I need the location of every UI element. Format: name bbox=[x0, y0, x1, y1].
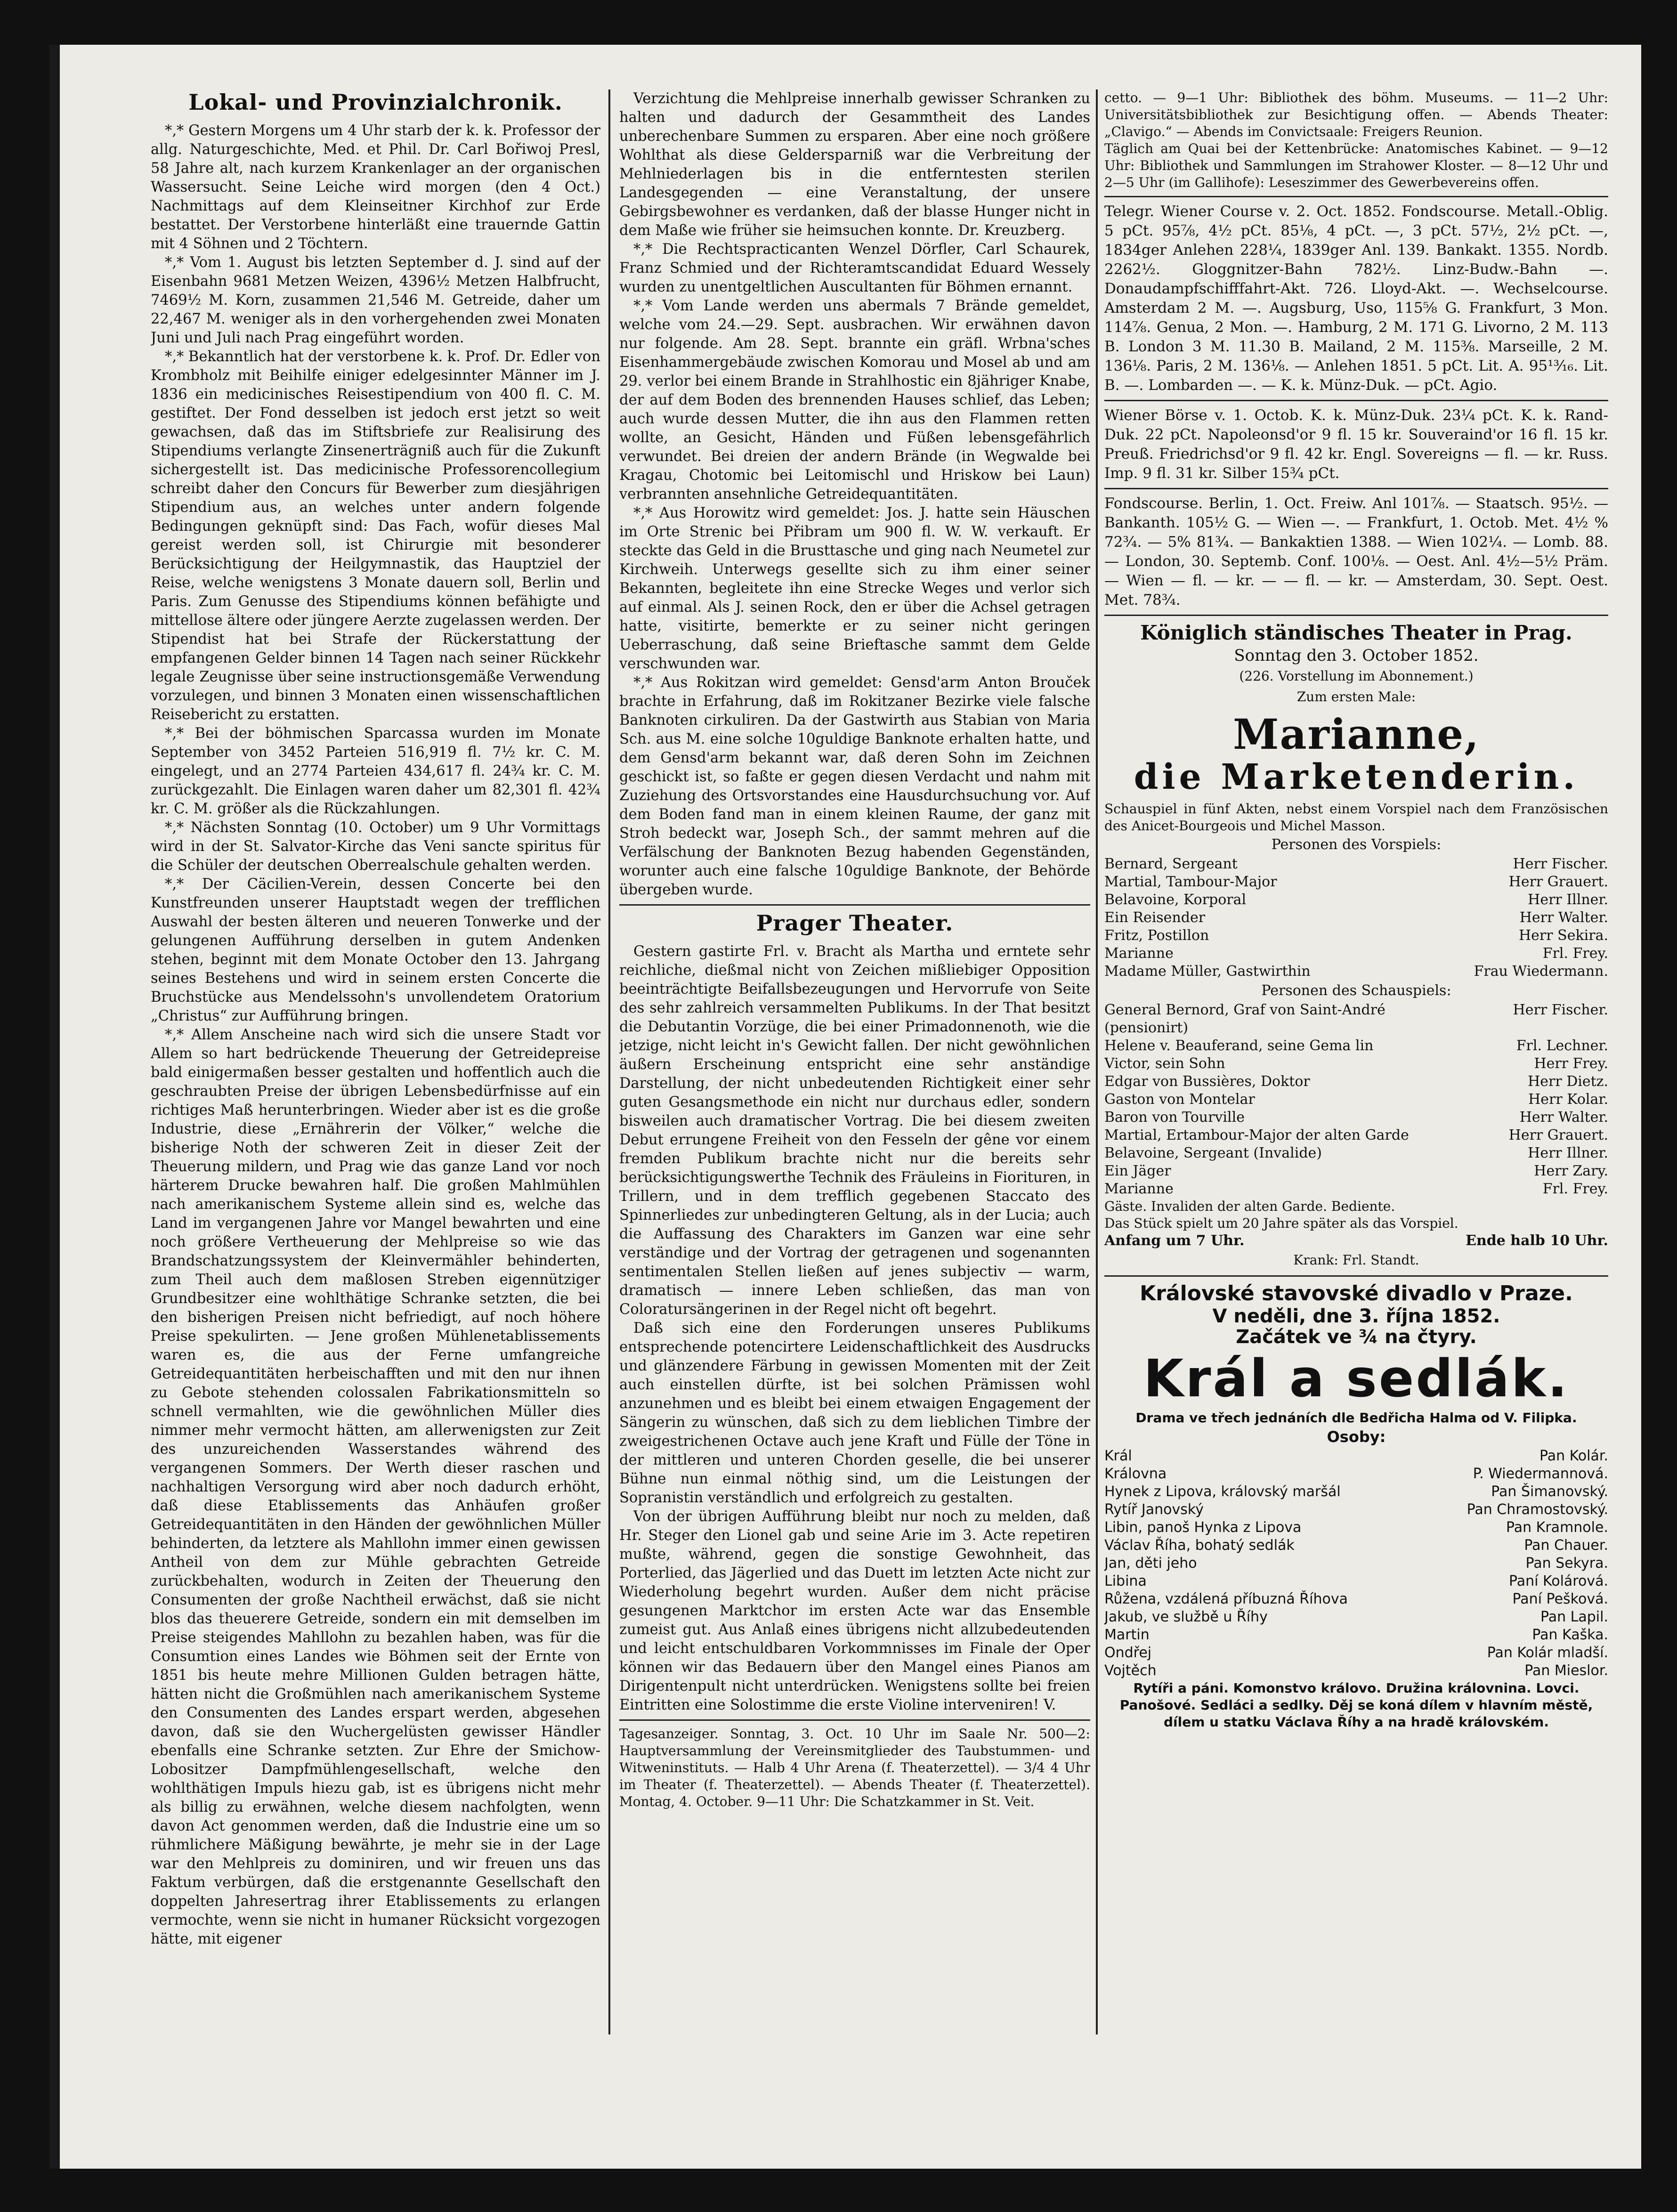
cast-role: Libin, panoš Hynka z Lipova bbox=[1104, 1519, 1302, 1536]
cast-role: Gaston von Montelar bbox=[1104, 1091, 1255, 1108]
cast-actor: Pan Kaška. bbox=[1532, 1627, 1608, 1643]
cast-row bbox=[1104, 1055, 1608, 1073]
article-paragraph: *‚* Nächsten Sonntag (10. October) um 9 Uhr Vormittags wird in der St. Salvator-Kirche das Veni sancte spiritus für die Schüler der deutschen Oberrealschule gehalten werden. bbox=[151, 819, 600, 874]
column-rule-1 bbox=[608, 89, 610, 2034]
theater-date: Sonntag den 3. October 1852. bbox=[1234, 646, 1479, 665]
cast-role: Fritz, Postillon bbox=[1104, 927, 1209, 944]
article-paragraph: *‚* Der Cäcilien-Verein, dessen Concerte bei den Kunstfreunden unserer Hauptstadt wegen der trefflichen Auswahl der besten älteren und neueren Tonwerke und der gelungenen Aufführung derselben in gutem Andenken stehen, beginnt mit dem Monate October den 13. Jahrgang seines Bestehens und wird in seinem ersten Concerte die Bruchstücke aus Mendelssohn's unvollendetem Oratorium „Christus“ zur Aufführung bringen. bbox=[151, 876, 600, 1024]
cast-role: Baron von Tourville bbox=[1104, 1109, 1245, 1126]
cast-role: Belavoine, Korporal bbox=[1104, 891, 1247, 908]
cast-role: Victor, sein Sohn bbox=[1104, 1055, 1225, 1072]
cast-role: Martin bbox=[1104, 1627, 1150, 1643]
cast-role: Vojtěch bbox=[1104, 1662, 1157, 1679]
cast-role: Madame Müller, Gastwirthin bbox=[1104, 963, 1311, 980]
cast-role: Martial, Ertambour-Major der alten Garde bbox=[1104, 1127, 1409, 1143]
cast-row bbox=[1104, 891, 1608, 909]
cast-actor: Pan Lapil. bbox=[1540, 1609, 1608, 1625]
cast-role: Ein Jäger bbox=[1104, 1163, 1171, 1179]
cast-role: Ondřej bbox=[1104, 1645, 1152, 1661]
cast-row bbox=[1104, 927, 1608, 945]
play-note: Das Stück spielt um 20 Jahre später als das Vorspiel. bbox=[1104, 1215, 1458, 1231]
divider bbox=[1104, 196, 1608, 197]
cast-actor: Pan Kramnole. bbox=[1506, 1519, 1608, 1536]
end-time: Ende halb 10 Uhr. bbox=[1466, 1232, 1608, 1249]
cast-row bbox=[1104, 1555, 1608, 1572]
article-paragraph: *‚* Aus Horowitz wird gemeldet: Jos. J. hatte sein Häuschen im Orte Strenic bei Přibram um 900 fl. W. W. verkauft. Er steckte das Geld in die Brusttasche und ging nach Neumetel zur Kirchweih. Unterwegs gesellte sich zu ihm einer seiner Bekannten, begleitete ihn eine Strecke Weges und verlor sich auf einmal. Als J. seinen Rock, den er über die Achsel getragen hatte, visitirte, bemerkte er zu seiner nicht geringen Ueberraschung, daß seine Brieftasche sammt dem Gelde verschwunden war. bbox=[619, 505, 1090, 672]
cast-actor: Paní Kolárová. bbox=[1509, 1573, 1608, 1589]
cast-actor: Herr Illner. bbox=[1528, 1145, 1608, 1161]
listing-paragraph: cetto. — 9—1 Uhr: Bibliothek des böhm. Museums. — 11—2 Uhr: Universitätsbibliothek zur Besichtigung offen. — Abends Theater: „Clavigo.“ — Abends im Convictsaale: Freigers Reunion. bbox=[1104, 90, 1608, 139]
cast-actor: Herr Frey. bbox=[1534, 1055, 1608, 1072]
cast-actor: Herr Walter. bbox=[1519, 1109, 1608, 1126]
cast-row bbox=[1104, 1037, 1608, 1055]
cast-row bbox=[1104, 1519, 1608, 1537]
cast-row bbox=[1104, 1465, 1608, 1483]
cast-actor: Herr Dietz. bbox=[1528, 1073, 1608, 1090]
cast-row bbox=[1104, 1537, 1608, 1555]
cast-actor: Pan Kolár. bbox=[1539, 1448, 1608, 1464]
article-paragraph: *‚* Vom 1. August bis letzten September d. J. sind auf der Eisenbahn 9681 Metzen Weizen, 4396½ Metzen Halbfrucht, 7469½ M. Korn, zusammen 21,546 M. Getreide, daher um 22,467 M. weniger als in den vorhergehenden zwei Monaten Juni und Juli nach Prag eingeführt worden. bbox=[151, 254, 600, 346]
cast-row bbox=[1104, 1091, 1608, 1109]
article-paragraph: *‚* Bei der böhmischen Sparcassa wurden im Monate September von 3452 Parteien 516,919 fl. 7½ kr. C. M. eingelegt, und an 2774 Parteien 434,617 fl. 24¾ kr. C. M. zurückgezahlt. Die Einlagen waren daher um 82,301 fl. 42¾ kr. C. M. größer als die Rückzahlungen. bbox=[151, 725, 600, 817]
play-subtitle: die Marketenderin. bbox=[1134, 757, 1579, 797]
cast-role: Hynek z Lipova, královský maršál bbox=[1104, 1483, 1341, 1500]
cast-row bbox=[1104, 1162, 1608, 1180]
article-paragraph: *‚* Allem Anscheine nach wird sich die unsere Stadt vor Allem so hart bedrückende Theuerung der Getreidepreise bald einigermaßen besser gestalten und hoffentlich auch die geschraubten Preise der übrigen Lebensbedürfnisse auf ein richtiges Maß herunterbringen. Wieder aber ist es die große Industrie, diese „Ernährerin der Völker,“ welche die bisherige Noth der schweren Zeit in dieser Zeit der Theuerung mildern, und Prag wie das ganze Land vor noch härterem Drucke bewahren half. Die großen Mahlmühlen nach amerikanischem Systeme allein sind es, welche das Land im vergangenen Jahre vor Mangel bewahrten und eine noch größere Vertheuerung der Mehlpreise so wie das Brandschatzungssystem der Kleinvermähler behinderten, zum Theil auch dem maßlosen Streben eigennütziger Grundbesitzer eine wohlthätige Schranke setzten, die bei den bisherigen Preisen nicht befriedigt, auf noch höhere Preise spekulirten. — Jene großen Mühlenetablissements waren es, die aus der Ferne umfangreiche Getreidequantitäten herbeischafften und mit den nur ihnen zu Gebote stehenden colossalen Fabrikationsmitteln so schnell vermahlten, wie die gewöhnlichen Müller dies nimmer mehr vermocht hätten, am allerwenigsten zur Zeit des unzureichenden Wasserstandes während des vergangenen Sommers. Der Werth dieser raschen und nachhaltigen Versorgung wird aber noch dadurch erhöht, daß diese Etablissements das Anhäufen großer Getreidequantitäten in den Händen der gewöhnlichen Müller behinderten, da letztere als Mahllohn immer einen gewissen Antheil von dem zur Mühle gebrachten Getreide zurückbehalten, wodurch in Zeiten der Theuerung den Consumenten der große Nachtheil erwächst, daß sie nicht blos das theuerere Getreide, sondern ein mit demselben im Preise steigendes Mahllohn zu bezahlen haben, was für die Consumtion eines Landes wie Böhmen seit der Ernte von 1851 bis heute mehre Millionen Gulden betragen hätte, hätten nicht die Großmühlen nach amerikanischem Systeme den Consumenten des Landes erspart werden, abgesehen davon, daß sie den Wuchergelüsten gewisser Händler ebenfalls eine Schranke setzten. Zur Ehre der Smichow-Lobositzer Dampfmühlengesellschaft, welche den wohlthätigen Impuls hiezu gab, ist es übrigens nicht mehr als billig zu erwähnen, welche diesem nachfolgten, wenn davon Act genommen werden, daß die Industrie eine um so rühmlichere Mäßigung bewährte, je mehr sie in der Lage war den Mehlpreis zu dominiren, und wir freuen uns das Faktum verbürgen, daß die erstgenannte Gesellschaft den doppelten Jahresertrag ihrer Etablissements zu erlangen vermochte, wenn sie nicht in humaner Rücksicht vorgezogen hätte, mit eigener bbox=[151, 1027, 600, 1947]
cast-actor: Herr Fischer. bbox=[1513, 856, 1608, 872]
column-3 bbox=[1104, 89, 1608, 2039]
cast-role: Edgar von Bussières, Doktor bbox=[1104, 1073, 1310, 1090]
article-paragraph: *‚* Vom Lande werden uns abermals 7 Brände gemeldet, welche vom 24.—29. Sept. ausbrachen. Wir erwähnen davon nur folgende. Am 28. Sept. brannte ein gräfl. Wrbna'sches Eisenhammergebäude zwischen Komorau und Mosel ab und am 29. verlor bei einem Brande in Strahlhostic ein 8jähriger Knabe, der auf dem Boden des brennenden Hauses schlief, das Leben; auch wurde dessen Mutter, die ihn aus den Flammen retten wollte, an Gesicht, Händen und Füßen lebensgefährlich verwundet. Bei dreien der andern Brände (in Wegwalde bei Kragau, Chotomic bei Leitomischl und Hriskow bei Laun) verbrannten ansehnliche Getreidequantitäten. bbox=[619, 298, 1090, 502]
cast-role: Jan, děti jeho bbox=[1104, 1555, 1197, 1572]
cz-cast-heading: Osoby: bbox=[1327, 1428, 1386, 1446]
cast-row bbox=[1104, 1073, 1608, 1091]
divider bbox=[1104, 488, 1608, 489]
cast-row bbox=[1104, 1126, 1608, 1144]
cast-role: Jakub, ve službě u Říhy bbox=[1104, 1609, 1268, 1625]
sick-note: Krank: Frl. Standt. bbox=[1293, 1252, 1419, 1268]
vorspiel-heading: Personen des Vorspiels: bbox=[1271, 836, 1442, 853]
cast-row bbox=[1104, 1447, 1608, 1465]
article-paragraph: *‚* Gestern Morgens um 4 Uhr starb der k. k. Professor der allg. Naturgeschichte, Med. et Phil. Dr. Carl Bořiwoj Presl, 58 Jahre alt, nach kurzem Krankenlager an der organischen Wassersucht. Seine Leiche wird morgen (den 4 Oct.) Nachmittags auf dem Kleinseitner Kirchhof zur Erde bestattet. Der Verstorbene hinterläßt eine trauernde Gattin mit 4 Söhnen und 2 Töchtern. bbox=[151, 122, 600, 252]
cast-actor: Pan Chramostovský. bbox=[1466, 1501, 1608, 1518]
cast-row bbox=[1104, 1501, 1608, 1519]
column-1 bbox=[151, 89, 600, 2044]
cz-play-title: Král a sedlák. bbox=[1143, 1348, 1569, 1409]
schauspiel-heading: Personen des Schauspiels: bbox=[1261, 982, 1451, 999]
cast-actor: Herr Walter. bbox=[1519, 909, 1608, 926]
start-time: Anfang um 7 Uhr. bbox=[1104, 1232, 1245, 1249]
cz-footer: Rytíři a páni. Komonstvo královo. Družina královnina. Lovci. Panošové. Sedláci a sedlky. Děj se koná dílem v hlavním městě, dílem u statku Václava Říhy a na hradě královském. bbox=[1119, 1680, 1593, 1730]
divider bbox=[1104, 615, 1608, 616]
cast-actor: Herr Zary. bbox=[1534, 1163, 1608, 1179]
play-title: Marianne, bbox=[1233, 710, 1480, 759]
play-description: Schauspiel in fünf Akten, nebst einem Vorspiel nach dem Französischen des Anicet-Bourgeois und Michel Masson. bbox=[1104, 801, 1608, 834]
cast-row bbox=[1104, 1483, 1608, 1501]
cast-role: Král bbox=[1104, 1448, 1132, 1464]
divider bbox=[1104, 1275, 1608, 1277]
cz-play-description: Drama ve třech jednáních dle Bedřicha Halma od V. Filipka. bbox=[1135, 1410, 1577, 1426]
theater-header: Königlich ständisches Theater in Prag. bbox=[1140, 621, 1572, 644]
wiener-boerse: Wiener Börse v. 1. Octob. K. k. Münz-Duk. 23¼ pCt. K. k. Rand-Duk. 22 pCt. Napoleonsd'or 9 fl. 15 kr. Souveraind'or 16 fl. 15 kr. Preuß. Friedrichsd'or 9 fl. 42 kr. Engl. Sovereigns — fl. — kr. Russ. Imp. 9 fl. 31 kr. Silber 15¾ pCt. bbox=[1104, 407, 1608, 482]
divider bbox=[1104, 400, 1608, 401]
newspaper-page bbox=[49, 45, 1641, 2169]
cast-role: Marianne bbox=[1104, 945, 1174, 962]
times-row bbox=[1104, 1232, 1608, 1250]
column-rule-2 bbox=[1096, 89, 1098, 2034]
cast-role: Belavoine, Sergeant (Invalide) bbox=[1104, 1145, 1322, 1161]
cast-role: Helene v. Beauferand, seine Gema lin bbox=[1104, 1037, 1374, 1054]
theater-vorstellung: (226. Vorstellung im Abonnement.) bbox=[1239, 668, 1474, 684]
cast-row bbox=[1104, 1662, 1608, 1680]
cast-row bbox=[1104, 1626, 1608, 1644]
cast-actor: Herr Fischer. bbox=[1513, 1002, 1608, 1018]
cast-row bbox=[1104, 873, 1608, 891]
cz-cast bbox=[1104, 1447, 1608, 1680]
tagesanzeiger: Tagesanzeiger. Sonntag, 3. Oct. 10 Uhr im Saale Nr. 500—2: Hauptversammlung der Vereinsmitglieder des Taubstummen- und Witweninstituts. — Halb 4 Uhr Arena (f. Theaterzettel). — 3/4 4 Uhr im Theater (f. Theaterzettel). — Abends Theater (f. Theaterzettel). Montag, 4. October. 9—11 Uhr: Die Schatzkammer in St. Veit. bbox=[619, 1726, 1090, 1809]
cast-role: Libina bbox=[1104, 1573, 1147, 1589]
review-paragraph: Gestern gastirte Frl. v. Bracht als Martha und erntete sehr reichliche, dießmal nicht von Zeichen mißliebiger Opposition beeinträchtigte Beifallsbezeugungen und Hervorrufe von Seite des sehr zahlreich versammelten Publikums. In der That besitzt die Debutantin Vorzüge, die bei einer Primadonnenoth, wie die jetzige, nicht leicht in's Gewicht fallen. Der nicht gewöhnlichen äußern Erscheinung entspricht eine sehr anständige Darstellung, der nicht unbedeutenden Richtigkeit einer sehr guten Gesangsmethode ein nicht nur durchaus edler, sondern bisweilen auch dramatischer Vortrag. Die bei diesem zweiten Debut errungene Freiheit von den Fesseln der gêne vor einem fremden Publikum brachte nicht nur die bereits sehr berücksichtigungswerthe Technik des Fräuleins in Fiorituren, in Trillern, und in dem trefflich gegebenen Staccato des Spinnerliedes zur unbedingteren Geltung, als in der Lucia; auch die Auffassung des Charakters im Ganzen war eine sehr verständige und der Vortrag der getragenen und sogenannten sentimentalen Stellen ließen auf jenes subjectiv — warm, dramatisch — innere Leben schließen, das man von Coloratursängerinen in der Regel nicht oft begehrt. bbox=[619, 943, 1090, 1318]
theater-first-time: Zum ersten Male: bbox=[1296, 689, 1416, 705]
czech-theater-bill bbox=[1104, 1281, 1608, 1731]
cast-actor: Herr Illner. bbox=[1528, 891, 1608, 908]
cast-row bbox=[1104, 1001, 1608, 1037]
cast-actor: P. Wiedermannová. bbox=[1473, 1466, 1608, 1482]
section-title-lokal: Lokal- und Provinzialchronik. bbox=[188, 89, 563, 115]
cast-role: Královna bbox=[1104, 1466, 1167, 1482]
schauspiel-cast bbox=[1104, 1001, 1608, 1198]
divider bbox=[619, 904, 1090, 906]
cast-row bbox=[1104, 963, 1608, 980]
divider bbox=[619, 1719, 1090, 1721]
cast-actor: Herr Grauert. bbox=[1508, 874, 1608, 890]
cast-actor: Herr Grauert. bbox=[1508, 1127, 1608, 1143]
cast-row bbox=[1104, 909, 1608, 927]
cast-role: Ein Reisender bbox=[1104, 909, 1206, 926]
cast-role: Růžena, vzdálená příbuzná Říhova bbox=[1104, 1591, 1348, 1607]
cast-role: Martial, Tambour-Major bbox=[1104, 874, 1277, 890]
cast-actor: Herr Sekira. bbox=[1519, 927, 1608, 944]
section-title-theater: Prager Theater. bbox=[756, 910, 954, 936]
cast-actor: Pan Šimanovský. bbox=[1491, 1483, 1608, 1500]
review-paragraph: Von der übrigen Aufführung bleibt nur noch zu melden, daß Hr. Steger den Lionel gab und seine Arie im 3. Acte repetiren mußte, während, gegen die sonstige Gewohnheit, das Porterlied, das Jägerlied und das Duett im letzten Acte nicht zur Wiederholung begehrt wurden. Außer dem nicht präcise gesungenen Marktchor im ersten Acte war das Ensemble zumeist gut. Aus Anlaß eines übrigens nicht allzubedeutenden und leicht entschuldbaren Vorkommnisses im Finale der Oper können wir das Bedauern über den Mangel eines Pianos am Dirigentenpult nicht unterdrücken. Wenigstens sollte bei freien Eintritten eine Solostimme die erste Violine interveniren! V. bbox=[619, 1508, 1090, 1713]
cast-actor: Pan Mieslor. bbox=[1524, 1662, 1608, 1679]
cast-role: Bernard, Sergeant bbox=[1104, 856, 1238, 872]
cast-role: General Bernord, Graf von Saint-André (pensionirt) bbox=[1104, 1002, 1385, 1036]
cast-row bbox=[1104, 1608, 1608, 1626]
fondscourse: Fondscourse. Berlin, 1. Oct. Freiw. Anl 101⅞. — Staatsch. 95½. — Bankanth. 105½ G. — Wien —. — Frankfurt, 1. Octob. Met. 4½ % 72¾. — 5% 81¾. — Bankaktien 1388. — Wien 102¼. — Lomb. 88. — London, 30. Septemb. Conf. 100⅛. — Oest. Anl. 4½—5½ Präm. — Wien — fl. — kr. — — fl. — kr. — Amsterdam, 30. Sept. Oest. Met. 78¾. bbox=[1104, 495, 1608, 608]
cast-actor: Frl. Frey. bbox=[1542, 1181, 1608, 1197]
review-paragraph: Daß sich eine den Forderungen unseres Publikums entsprechende potencirtere Leidenschaftlichkeit des Ausdrucks und glänzendere Färbung in gewissen Momenten mit der Zeit auch einstellen dürfte, ist bei solchen Prämissen wohl anzunehmen und es bleibt bei einem etwaigen Engagement der Sängerin zu wünschen, daß sich zu dem lieblichen Timbre der zweigestrichenen Octave auch jene Kraft und Fülle der Töne in der mittleren und unteren Chorden geselle, die bei unserer Bühne nun einmal nöthig sind, um die Leistungen der Sopranistin verständlich und erfolgreich zu gestalten. bbox=[619, 1320, 1090, 1506]
cast-actor: Paní Pešková. bbox=[1512, 1591, 1608, 1607]
article-paragraph: *‚* Bekanntlich hat der verstorbene k. k. Prof. Dr. Edler von Krombholz mit Beihilfe einiger edelgesinnter Männer im J. 1836 ein medicinisches Reisestipendium von 400 fl. C. M. gestiftet. Der Fond desselben ist jedoch erst jetzt so weit gewachsen, daß das im Stiftsbriefe zur Realisirung des Stipendiums verlangte Zinsenerträgniß auch für die Zukunft sichergestellt ist. Das medicinische Professorencollegium schreibt daher den Concurs für Bewerber zum diesjährigen Stipendium aus, an welches unter andern folgende Bedingungen geknüpft sind: Das Fach, wofür dieses Mal gereist werden soll, ist Chirurgie mit besonderer Berücksichtigung der Heilgymnastik, das Hauptziel der Reise, welche wenigstens 3 Monate dauern soll, Berlin und Paris. Zum Genusse des Stipendiums können befähigte und mittellose ältere oder jüngere Aerzte zugelassen werden. Der Stipendist hat bei Strafe der Rückerstattung der empfangenen Gelder binnen 14 Tagen nach seiner Rückkehr legale Zeugnisse über seine instructionsgemäße Verwendung vorzulegen, und binnen 3 Monaten einen wissenschaftlichen Reisebericht zu erstatten. bbox=[151, 348, 600, 723]
article-paragraph: *‚* Aus Rokitzan wird gemeldet: Gensd'arm Anton Brouček brachte in Erfahrung, daß im Rokitzaner Bezirke viele falsche Banknoten cirkuliren. Da der Gastwirth aus Stabian von Maria Sch. aus M. eine solche 10guldige Banknote erhalten hatte, und dem Gensd'arm bekannt war, daß deren Sohn im Zeichnen geschickt ist, so faßte er gegen diesen Verdacht und nahm mit Zuziehung des Ortsvorstandes eine Hausdurchsuchung vor. Auf dem Boden fand man in einem kleinen Raume, der ganz mit Stroh bedeckt war, Joseph Sch., der sammt mehren auf die Verfälschung der Banknoten Bezug habenden Gegenständen, worunter auch eine falsche 10guldige Banknote, der Behörde übergeben wurde. bbox=[619, 674, 1090, 898]
cast-role: Václav Říha, bohatý sedlák bbox=[1104, 1537, 1295, 1554]
cast-role: Rytíř Janovský bbox=[1104, 1501, 1204, 1518]
cast-row bbox=[1104, 1644, 1608, 1662]
cast-actor: Frl. Frey. bbox=[1542, 945, 1608, 962]
cast-actor: Pan Chauer. bbox=[1524, 1537, 1608, 1554]
wiener-course: Telegr. Wiener Course v. 2. Oct. 1852. Fondscourse. Metall.-Oblig. 5 pCt. 95⅞, 4½ pCt. 85⅛, 4 pCt. —, 3 pCt. 57½, 2½ pCt. —, 1834ger Anlehen 228¼, 1839ger Anl. 139. Bankakt. 1355. Nordb. 2262½. Gloggnitzer-Bahn 782½. Linz-Budw.-Bahn —. Donaudampfschifffahrt-Akt. 726. Lloyd-Akt. —. Wechselcourse. Amsterdam 2 M. —. Augsburg, Uso, 115⅝ G. Frankfurt, 3 Mon. 114⅞. Genua, 2 Mon. —. Hamburg, 2 M. 171 G. Livorno, 2 M. 113 B. London 3 M. 11.30 B. Mailand, 2 M. 115⅜. Marseille, 2 M. 136⅛. Paris, 2 M. 136⅛. — Anlehen 1851. 5 pCt. Lit. A. 95¹³⁄₁₆. Lit. B. —. Lombarden —. — K. k. Münz-Duk. — pCt. Agio. bbox=[1104, 203, 1608, 394]
cast-row bbox=[1104, 855, 1608, 873]
guests-line: Gäste. Invaliden der alten Garde. Bediente. bbox=[1104, 1199, 1395, 1214]
cast-role: Marianne bbox=[1104, 1181, 1174, 1197]
article-paragraph: *‚* Die Rechtspracticanten Wenzel Dörfler, Carl Schaurek, Franz Schmied und der Richteramtscandidat Eduard Wessely wurden zu unentgeltlichen Auscultanten für Böhmen ernannt. bbox=[619, 241, 1090, 295]
article-paragraph: Verzichtung die Mehlpreise innerhalb gewisser Schranken zu halten und dadurch der Gesammtheit des Landes unberechenbare Summen zu ersparen. Aber eine noch größere Wohlthat als diese Geldersparniß war die Verbreitung der Mehlniederlagen bis in die entferntesten sterilen Landesgegenden — eine Veranstaltung, der unsere Gebirgsbewohner es verdanken, daß der blasse Hunger nicht in dem Maße wie früher sie heimsuchen konnte. Dr. Kreuzberg. bbox=[619, 90, 1090, 239]
cz-theater-date: V neděli, dne 3. října 1852. bbox=[1212, 1305, 1500, 1327]
cast-row bbox=[1104, 1572, 1608, 1590]
vorspiel-cast bbox=[1104, 855, 1608, 980]
cast-actor: Herr Kolar. bbox=[1528, 1091, 1608, 1108]
cast-actor: Frl. Lechner. bbox=[1516, 1037, 1608, 1054]
cast-actor: Frau Wiedermann. bbox=[1474, 963, 1608, 980]
german-theater-bill bbox=[1104, 621, 1608, 1271]
listing-paragraph: Täglich am Quai bei der Kettenbrücke: Anatomisches Kabinet. — 9—12 Uhr: Bibliothek und Sammlungen im Strahower Kloster. — 8—12 Uhr und 2—5 Uhr (im Gallihofe): Leseszimmer des Gewerbevereins offen. bbox=[1104, 141, 1608, 190]
scan-left-edge bbox=[49, 45, 60, 2169]
cast-row bbox=[1104, 1180, 1608, 1198]
cast-actor: Pan Sekyra. bbox=[1525, 1555, 1608, 1572]
cast-row bbox=[1104, 1109, 1608, 1126]
column-2 bbox=[619, 89, 1090, 2039]
cast-row bbox=[1104, 945, 1608, 963]
cz-theater-start: Začátek ve ¾ na čtyry. bbox=[1236, 1326, 1477, 1348]
cast-row bbox=[1104, 1590, 1608, 1608]
cast-actor: Pan Kolár mladší. bbox=[1487, 1645, 1608, 1661]
cast-row bbox=[1104, 1144, 1608, 1162]
cz-theater-header: Královské stavovské divadlo v Praze. bbox=[1140, 1281, 1573, 1305]
